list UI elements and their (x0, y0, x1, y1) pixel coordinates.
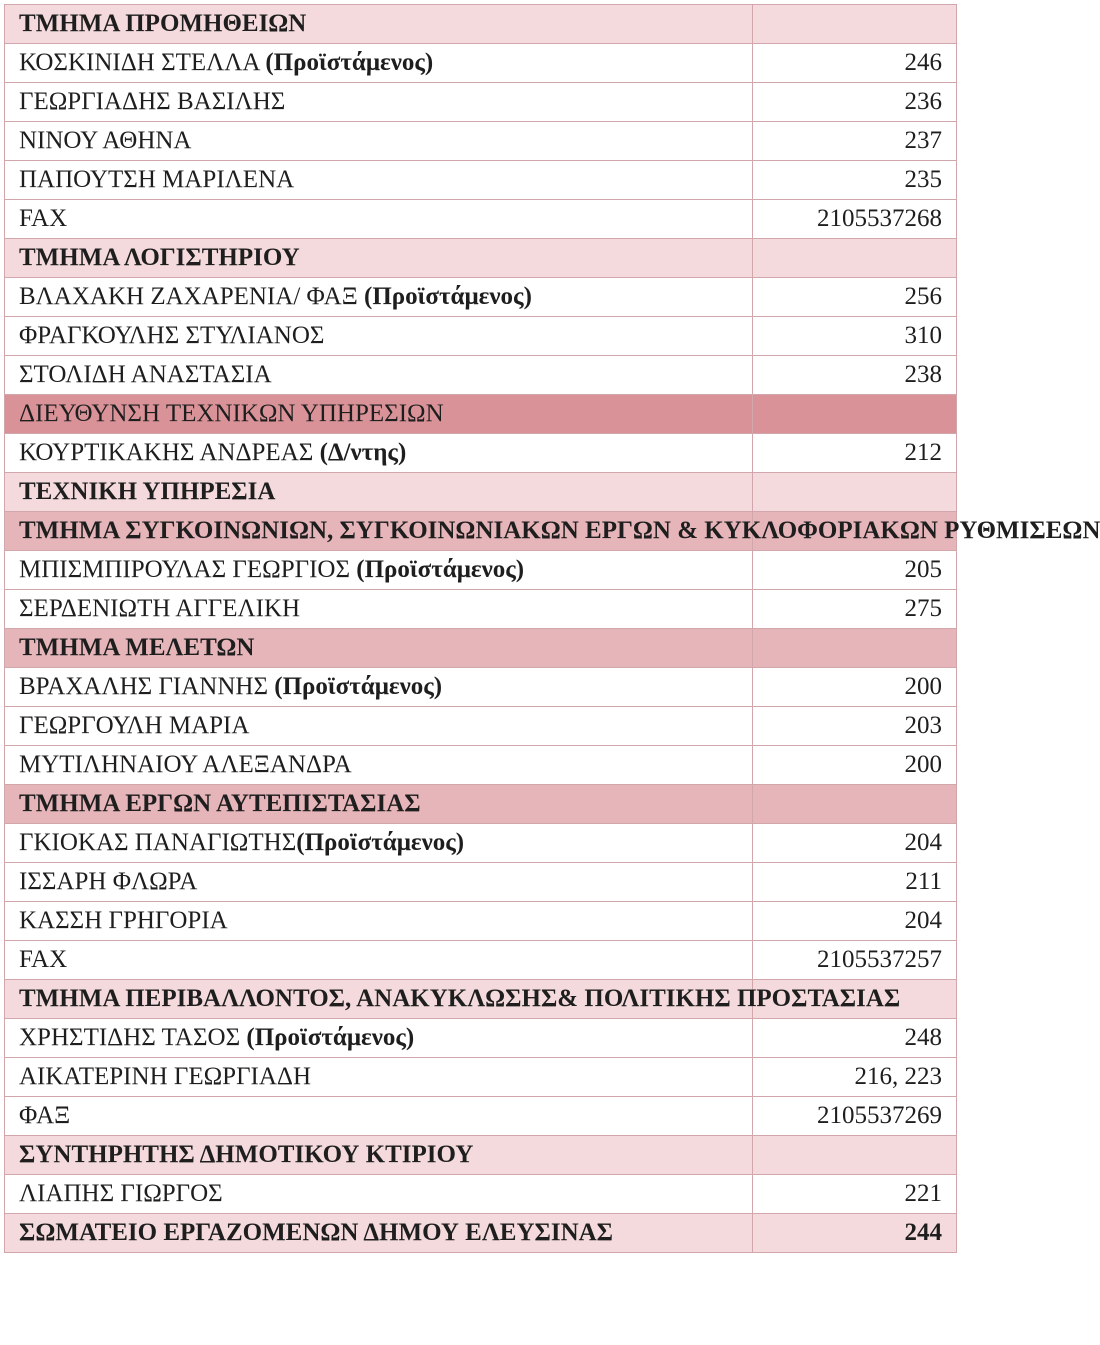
name-text: ΣΩΜΑΤΕΙΟ ΕΡΓΑΖΟΜΕΝΩΝ ΔΗΜΟΥ ΕΛΕΥΣΙΝΑΣ (19, 1219, 614, 1246)
extension-number: 211 (753, 863, 957, 902)
section-header-row (5, 1136, 957, 1175)
entry-name (5, 746, 753, 785)
section-header-row (5, 512, 957, 551)
extension-number: 200 (753, 668, 957, 707)
name-text: FAX (19, 946, 68, 973)
name-text: ΑΙΚΑΤΕΡΙΝΗ ΓΕΩΡΓΙΑΔΗ (19, 1063, 312, 1090)
extension-number: 216, 223 (753, 1058, 957, 1097)
entry-name (5, 356, 753, 395)
name-text: ΣΥΝΤΗΡΗΤΗΣ ΔΗΜΟΤΙΚΟΥ ΚΤΙΡΙΟΥ (19, 1141, 474, 1168)
directory-entry-row (5, 356, 957, 395)
section-title (5, 5, 753, 44)
name-text: ΒΛΑΧΑΚΗ ΖΑΧΑΡΕΝΙΑ/ ΦΑΞ (19, 283, 365, 310)
directory-entry-row (5, 122, 957, 161)
entry-name (5, 668, 753, 707)
section-title (5, 980, 901, 1019)
name-text: ΤΜΗΜΑ ΠΡΟΜΗΘΕΙΩΝ (19, 10, 307, 37)
extension-number: 2105537269 (753, 1097, 957, 1136)
section-title (5, 395, 753, 434)
extension-number: 212 (753, 434, 957, 473)
directory-entry-row (5, 1058, 957, 1097)
section-header-row (5, 239, 957, 278)
extension-number (753, 629, 957, 668)
name-text: ΤΜΗΜΑ ΛΟΓΙΣΤΗΡΙΟΥ (19, 244, 300, 271)
extension-number: 203 (753, 707, 957, 746)
entry-name (5, 278, 753, 317)
entry-name (5, 824, 753, 863)
entry-name (5, 1175, 753, 1214)
name-text: ΠΑΠΟΥΤΣΗ ΜΑΡΙΛΕΝΑ (19, 166, 295, 193)
name-text: ΔΙΕΥΘΥΝΣΗ ΤΕΧΝΙΚΩΝ ΥΠΗΡΕΣΙΩΝ (19, 400, 444, 427)
entry-name (5, 434, 753, 473)
directory-entry-row (5, 317, 957, 356)
name-text: FAX (19, 205, 68, 232)
entry-name (5, 863, 753, 902)
name-text: ΚΟΣΚΙΝΙΔΗ ΣΤΕΛΛΑ (19, 49, 266, 76)
role-text: (Προϊστάμενος) (265, 49, 434, 76)
extension-number: 200 (753, 746, 957, 785)
extension-number (753, 395, 957, 434)
section-header-row (5, 1214, 957, 1253)
name-text: ΤΜΗΜΑ ΜΕΛΕΤΩΝ (19, 634, 255, 661)
extension-number: 221 (753, 1175, 957, 1214)
entry-name (5, 161, 753, 200)
name-text: ΤΕΧΝΙΚΗ ΥΠΗΡΕΣΙΑ (19, 478, 276, 505)
directory-entry-row (5, 668, 957, 707)
role-text: (Προϊστάμενος) (274, 673, 443, 700)
name-text: ΚΟΥΡΤΙΚΑΚΗΣ ΑΝΔΡΕΑΣ (19, 439, 320, 466)
extension-number: 205 (753, 551, 957, 590)
name-text: ΤΜΗΜΑ ΣΥΓΚΟΙΝΩΝΙΩΝ, ΣΥΓΚΟΙΝΩΝΙΑΚΩΝ ΕΡΓΩΝ & ΚΥΚΛΟΦΟΡΙΑΚΩΝ ΡΥΘΜΙΣΕΩΝ (19, 517, 1100, 544)
extension-number: 246 (753, 44, 957, 83)
entry-name (5, 1097, 753, 1136)
section-title (5, 629, 753, 668)
name-text: ΓΚΙΟΚΑΣ ΠΑΝΑΓΙΩΤΗΣ (19, 829, 297, 856)
name-text: ΜΥΤΙΛΗΝΑΙΟΥ ΑΛΕΞΑΝΔΡΑ (19, 751, 352, 778)
name-text: ΒΡΑΧΑΛΗΣ ΓΙΑΝΝΗΣ (19, 673, 275, 700)
section-header-row (5, 980, 957, 1019)
directory-entry-row (5, 590, 957, 629)
name-text: ΙΣΣΑΡΗ ΦΛΩΡΑ (19, 868, 198, 895)
extension-number: 244 (753, 1214, 957, 1253)
name-text: ΦΑΞ (19, 1102, 71, 1129)
directory-entry-row (5, 863, 957, 902)
entry-name (5, 317, 753, 356)
directory-entry-row (5, 941, 957, 980)
phone-directory-table (4, 4, 1100, 1253)
entry-name (5, 1019, 753, 1058)
entry-name (5, 200, 753, 239)
directory-entry-row (5, 200, 957, 239)
entry-name (5, 941, 753, 980)
section-header-row (5, 785, 957, 824)
name-text: ΝΙΝΟΥ ΑΘΗΝΑ (19, 127, 192, 154)
role-text: (Προϊστάμενος) (246, 1024, 415, 1051)
extension-number: 237 (753, 122, 957, 161)
name-text: ΦΡΑΓΚΟΥΛΗΣ ΣΤΥΛΙΑΝΟΣ (19, 322, 325, 349)
directory-rows (5, 5, 1100, 1253)
directory-entry-row (5, 83, 957, 122)
extension-number: 204 (753, 824, 957, 863)
extension-number (753, 785, 957, 824)
extension-number: 275 (753, 590, 957, 629)
directory-entry-row (5, 1175, 957, 1214)
directory-entry-row (5, 1097, 957, 1136)
extension-number (753, 239, 957, 278)
role-text: (Προϊστάμενος) (296, 829, 465, 856)
extension-number (753, 1136, 957, 1175)
directory-entry-row (5, 707, 957, 746)
section-title (5, 785, 753, 824)
directory-entry-row (5, 746, 957, 785)
name-text: ΓΕΩΡΓΙΑΔΗΣ ΒΑΣΙΛΗΣ (19, 88, 286, 115)
extension-number: 256 (753, 278, 957, 317)
section-header-row (5, 629, 957, 668)
name-text: ΜΠΙΣΜΠΙΡΟΥΛΑΣ ΓΕΩΡΓΙΟΣ (19, 556, 357, 583)
entry-name (5, 1058, 753, 1097)
extension-number: 310 (753, 317, 957, 356)
directory-entry-row (5, 278, 957, 317)
name-text: ΧΡΗΣΤΙΔΗΣ ΤΑΣΟΣ (19, 1024, 247, 1051)
extension-number (753, 473, 957, 512)
extension-number: 238 (753, 356, 957, 395)
name-text: ΤΜΗΜΑ ΕΡΓΩΝ ΑΥΤΕΠΙΣΤΑΣΙΑΣ (19, 790, 421, 817)
extension-number (753, 5, 957, 44)
name-text: ΣΕΡΔΕΝΙΩΤΗ ΑΓΓΕΛΙΚΗ (19, 595, 301, 622)
section-title (5, 473, 753, 512)
extension-number: 2105537257 (753, 941, 957, 980)
role-text: (Προϊστάμενος) (356, 556, 525, 583)
entry-name (5, 590, 753, 629)
directory-entry-row (5, 1019, 957, 1058)
name-text: ΛΙΑΠΗΣ ΓΙΩΡΓΟΣ (19, 1180, 223, 1207)
section-title (5, 1136, 753, 1175)
directory-entry-row (5, 44, 957, 83)
section-header-row (5, 395, 957, 434)
extension-number: 2105537268 (753, 200, 957, 239)
directory-entry-row (5, 902, 957, 941)
extension-number: 236 (753, 83, 957, 122)
entry-name (5, 902, 753, 941)
directory-entry-row (5, 161, 957, 200)
section-title (5, 512, 1100, 551)
section-title (5, 1214, 753, 1253)
section-header-row (5, 5, 957, 44)
entry-name (5, 83, 753, 122)
name-text: ΚΑΣΣΗ ΓΡΗΓΟΡΙΑ (19, 907, 228, 934)
entry-name (5, 122, 753, 161)
extension-number: 204 (753, 902, 957, 941)
directory-entry-row (5, 824, 957, 863)
name-text: ΤΜΗΜΑ ΠΕΡΙΒΑΛΛΟΝΤΟΣ, ΑΝΑΚΥΚΛΩΣΗΣ& ΠΟΛΙΤΙΚΗΣ ΠΡΟΣΤΑΣΙΑΣ (19, 985, 901, 1012)
role-text: (Προϊστάμενος) (364, 283, 532, 310)
entry-name (5, 551, 753, 590)
extension-number: 235 (753, 161, 957, 200)
name-text: ΓΕΩΡΓΟΥΛΗ ΜΑΡΙΑ (19, 712, 250, 739)
role-text: (Δ/ντης) (319, 439, 407, 466)
section-title (5, 239, 753, 278)
entry-name (5, 707, 753, 746)
directory-entry-row (5, 551, 957, 590)
section-header-row (5, 473, 957, 512)
directory-entry-row (5, 434, 957, 473)
entry-name (5, 44, 753, 83)
name-text: ΣΤΟΛΙΔΗ ΑΝΑΣΤΑΣΙΑ (19, 361, 272, 388)
extension-number: 248 (753, 1019, 957, 1058)
